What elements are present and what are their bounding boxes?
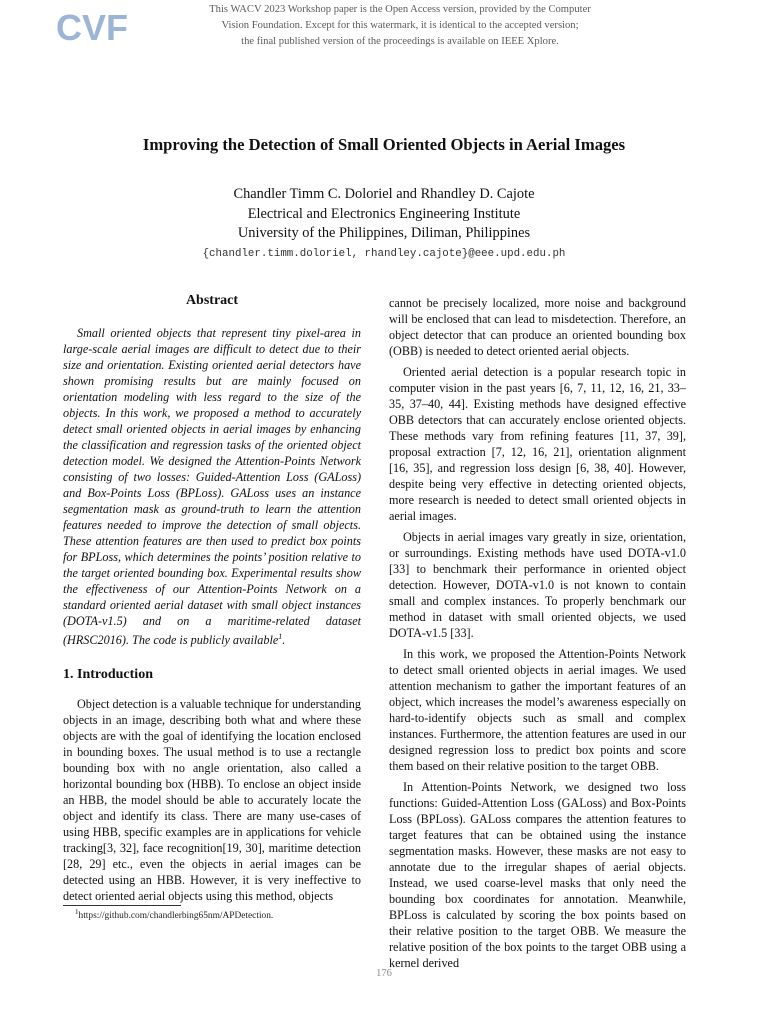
body-paragraph: In this work, we proposed the Attention-Points Network to detect small oriented objects in aerial images. We used attention mechanism to gather the important features of an object, which increases the model’s awareness especially on hard-to-identify objects such as small and complex instances. Furthermore, the attention features are used in our designed regression loss to predict box points and score them based on their relative position to the target OBB. (389, 647, 686, 773)
abstract-end: . (282, 633, 286, 648)
body-paragraph: In Attention-Points Network, we designed two loss functions: Guided-Attention Loss (GALoss) and Box-Points Loss (BPLoss). GALoss compares the attention features to target features that can be obtained using the instance segmentation masks. However, these masks are not easy to annotate due to the irregular shapes of aerial objects. Instead, we used coarse-level masks that only need the bounding box coordinates for annotation. Meanwhile, BPLoss is calculated by scoring the box points based on their relative position to the target OBB. We measure the relative position of the box points to the target OBB using a kernel derived (389, 780, 686, 970)
affiliation: Electrical and Electronics Engineering Institute (247, 205, 521, 222)
right-column (389, 295, 686, 976)
watermark-line: the final published version of the proceedings is available on IEEE Xplore. (241, 36, 559, 47)
author-emails: {chandler.timm.doloriel, rhandley.cajote}@eee.upd.edu.ph (202, 247, 566, 260)
footnote-number: 1 (75, 908, 79, 916)
affiliation: University of the Philippines, Diliman, Philippines (237, 225, 531, 241)
section-heading-introduction: 1. Introduction (63, 667, 153, 682)
introduction-left-column (63, 696, 361, 904)
footnote-link[interactable]: https://github.com/chandlerbing65nm/APDetection. (78, 911, 274, 922)
body-paragraph: cannot be precisely localized, more noise and background will be enclosed that can lead to misdetection. Therefore, an object detector that can produce an oriented bounding box (OBB) is needed to detect oriented aerial objects. (389, 296, 686, 358)
watermark-notice (170, 2, 630, 50)
body-paragraph: Oriented aerial detection is a popular research topic in computer vision in the past years [6, 7, 11, 12, 16, 21, 33–35, 37–40, 44]. Existing methods have designed effective OBB detectors that can accurately enclose oriented objects. These methods vary from refining features [11, 37, 39], proposal extraction [7, 12, 16, 21], orientation alignment [16, 35], and regression loss design [6, 38, 40]. However, despite being very effective in detecting oriented objects, more research is needed to detect small oriented objects in aerial images. (389, 365, 686, 523)
footnote-marker: 1 (278, 632, 283, 641)
authors: Chandler Timm C. Doloriel and Rhandley D. Cajote (233, 186, 535, 202)
cvf-logo-text: CVF (56, 7, 128, 46)
page-number: 176 (376, 968, 392, 979)
abstract-body (63, 325, 361, 648)
abstract-text: Small oriented objects that represent tiny pixel-area in large-scale aerial images are difficult to detect due to their size and orientation. Existing oriented aerial detectors have shown promising results but are mainly focused on orientation modeling with less regard to the size of the objects. In this work, we proposed a method to accurately detect small oriented objects in aerial images by enhancing the classification and regression tasks of the oriented object detection model. We designed the Attention-Points Network consisting of two losses: Guided-Attention Loss (GALoss) and Box-Points Loss (BPLoss). GALoss uses an instance segmentation mask as ground-truth to learn the attention features needed to improve the detection of small objects. These attention features are then used to predict box points for BPLoss, which determines the points’ position relative to the target oriented bounding box. Experimental results show the effectiveness of our Attention-Points Network on a standard oriented aerial dataset with small object instances (DOTA-v1.5) and on a maritime-related dataset (HRSC2016). The code is publicly available (63, 326, 361, 648)
watermark-line: Vision Foundation. Except for this watermark, it is identical to the accepted version; (221, 20, 579, 31)
author-block (0, 185, 768, 264)
footnote (75, 908, 273, 921)
footnote-divider (63, 905, 181, 906)
cvf-logo (56, 4, 140, 46)
body-paragraph: Objects in aerial images vary greatly in size, orientation, or surroundings. Existing methods have used DOTA-v1.0 [33] to benchmark their performance in oriented object detection. However, DOTA-v1.0 is not known to contain small and complex instances. To properly benchmark our method in dataset with small oriented objects, we used DOTA-v1.5 [33]. (389, 530, 686, 640)
paper-title: Improving the Detection of Small Oriented Objects in Aerial Images (142, 135, 626, 154)
body-paragraph: Object detection is a valuable technique for understanding objects in an image, describing both what and where these objects are with the goal of identifying the location enclosed in bounding boxes. The usual method is to use a rectangle bounding box with no angle orientation, also called a horizontal bounding box (HBB). To enclose an object inside an HBB, the model should be able to accurately locate the object and identify its class. There are many use-cases of using HBB, specific examples are in applications for vehicle tracking[3, 32], face recognition[19, 30], maritime detection [28, 29] etc., even the objects in aerial images can be detected using an HBB. However, it is very ineffective to detect oriented aerial objects using this method, objects (63, 697, 361, 903)
watermark-line: This WACV 2023 Workshop paper is the Open Access version, provided by the Computer (209, 4, 591, 15)
abstract-paragraph (63, 325, 361, 648)
abstract-heading: Abstract (185, 293, 239, 308)
